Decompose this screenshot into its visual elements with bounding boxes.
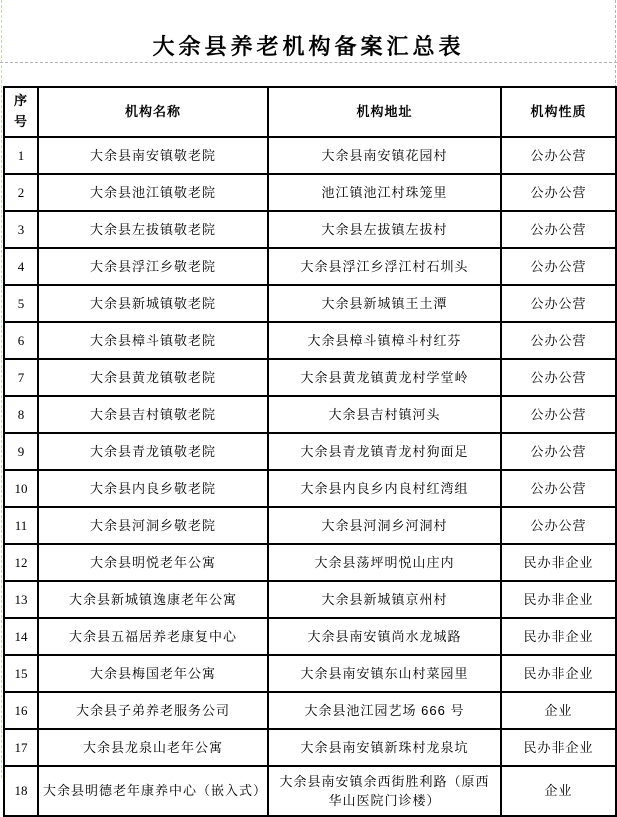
cell-address: 大余县新城镇王土潭 — [268, 285, 501, 322]
table-row — [4, 396, 616, 433]
cell-address: 大余县南安镇尚水龙城路 — [268, 618, 501, 655]
cell-type: 企业 — [501, 766, 616, 816]
table-row — [4, 544, 616, 581]
cell-address: 大余县内良乡内良村红湾组 — [268, 470, 501, 507]
header-cell-address: 机构地址 — [268, 87, 501, 137]
cell-name: 大余县南安镇敬老院 — [38, 137, 268, 174]
cell-name: 大余县梅国老年公寓 — [38, 655, 268, 692]
cell-no: 6 — [4, 322, 38, 359]
cell-no: 14 — [4, 618, 38, 655]
page-break-dash-left — [1, 0, 2, 778]
cell-no: 3 — [4, 211, 38, 248]
cell-name: 大余县明悦老年公寓 — [38, 544, 268, 581]
cell-type: 公办公营 — [501, 396, 616, 433]
table-row — [4, 137, 616, 174]
cell-name: 大余县青龙镇敬老院 — [38, 433, 268, 470]
table-row — [4, 507, 616, 544]
cell-type: 公办公营 — [501, 285, 616, 322]
cell-type: 民办非企业 — [501, 618, 616, 655]
cell-type: 公办公营 — [501, 433, 616, 470]
cell-no: 16 — [4, 692, 38, 729]
table-body — [4, 137, 616, 816]
cell-no: 10 — [4, 470, 38, 507]
cell-type: 公办公营 — [501, 470, 616, 507]
cell-name: 大余县池江镇敬老院 — [38, 174, 268, 211]
cell-address: 大余县左拔镇左拔村 — [268, 211, 501, 248]
cell-name: 大余县子弟养老服务公司 — [38, 692, 268, 729]
cell-type: 公办公营 — [501, 248, 616, 285]
cell-no: 11 — [4, 507, 38, 544]
header-cell-no: 序号 — [4, 87, 38, 137]
cell-name: 大余县黄龙镇敬老院 — [38, 359, 268, 396]
cell-address: 大余县南安镇花园村 — [268, 137, 501, 174]
cell-type: 公办公营 — [501, 322, 616, 359]
cell-type: 民办非企业 — [501, 729, 616, 766]
cell-address: 大余县新城镇京州村 — [268, 581, 501, 618]
cell-no: 18 — [4, 766, 38, 816]
cell-no: 7 — [4, 359, 38, 396]
cell-name: 大余县龙泉山老年公寓 — [38, 729, 268, 766]
cell-no: 5 — [4, 285, 38, 322]
table-row — [4, 729, 616, 766]
page-title: 大余县养老机构备案汇总表 — [152, 34, 465, 59]
cell-type: 公办公营 — [501, 359, 616, 396]
table-header — [4, 87, 616, 137]
cell-type: 企业 — [501, 692, 616, 729]
header-cell-name: 机构名称 — [38, 87, 268, 137]
cell-name: 大余县樟斗镇敬老院 — [38, 322, 268, 359]
cell-type: 民办非企业 — [501, 655, 616, 692]
cell-type: 公办公营 — [501, 174, 616, 211]
summary-table — [3, 86, 617, 817]
cell-address: 大余县池江园艺场 666 号 — [268, 692, 501, 729]
table-row — [4, 322, 616, 359]
table-row — [4, 248, 616, 285]
cell-name: 大余县新城镇敬老院 — [38, 285, 268, 322]
table-row — [4, 692, 616, 729]
cell-address: 大余县南安镇东山村菜园里 — [268, 655, 501, 692]
table-row — [4, 174, 616, 211]
cell-name: 大余县河洞乡敬老院 — [38, 507, 268, 544]
table-row — [4, 285, 616, 322]
header-cell-type: 机构性质 — [501, 87, 616, 137]
cell-name: 大余县五福居养老康复中心 — [38, 618, 268, 655]
table-row — [4, 618, 616, 655]
cell-address: 大余县荡坪明悦山庄内 — [268, 544, 501, 581]
cell-address: 大余县南安镇新珠村龙泉坑 — [268, 729, 501, 766]
cell-no: 4 — [4, 248, 38, 285]
cell-name: 大余县吉村镇敬老院 — [38, 396, 268, 433]
cell-type: 民办非企业 — [501, 544, 616, 581]
cell-address: 大余县河洞乡河洞村 — [268, 507, 501, 544]
table-row — [4, 766, 616, 816]
cell-name: 大余县浮江乡敬老院 — [38, 248, 268, 285]
cell-name: 大余县左拔镇敬老院 — [38, 211, 268, 248]
table-row — [4, 581, 616, 618]
table-row — [4, 655, 616, 692]
cell-no: 12 — [4, 544, 38, 581]
cell-no: 1 — [4, 137, 38, 174]
cell-address: 大余县黄龙镇黄龙村学堂岭 — [268, 359, 501, 396]
page-break-dash-top — [0, 62, 617, 63]
cell-type: 民办非企业 — [501, 581, 616, 618]
cell-type: 公办公营 — [501, 507, 616, 544]
cell-type: 公办公营 — [501, 211, 616, 248]
cell-no: 9 — [4, 433, 38, 470]
cell-no: 2 — [4, 174, 38, 211]
cell-no: 15 — [4, 655, 38, 692]
table-row — [4, 359, 616, 396]
cell-no: 8 — [4, 396, 38, 433]
header-row — [4, 87, 616, 137]
cell-address: 大余县南安镇余西街胜利路（原西华山医院门诊楼） — [268, 766, 501, 816]
cell-address: 大余县青龙镇青龙村狗面足 — [268, 433, 501, 470]
table-row — [4, 433, 616, 470]
cell-name: 大余县新城镇逸康老年公寓 — [38, 581, 268, 618]
table-row — [4, 470, 616, 507]
cell-type: 公办公营 — [501, 137, 616, 174]
cell-address: 大余县樟斗镇樟斗村红芬 — [268, 322, 501, 359]
cell-no: 17 — [4, 729, 38, 766]
cell-address: 池江镇池江村珠笼里 — [268, 174, 501, 211]
cell-name: 大余县明德老年康养中心（嵌入式） — [38, 766, 268, 816]
cell-address: 大余县浮江乡浮江村石圳头 — [268, 248, 501, 285]
cell-address: 大余县吉村镇河头 — [268, 396, 501, 433]
cell-name: 大余县内良乡敬老院 — [38, 470, 268, 507]
table-row — [4, 211, 616, 248]
cell-no: 13 — [4, 581, 38, 618]
